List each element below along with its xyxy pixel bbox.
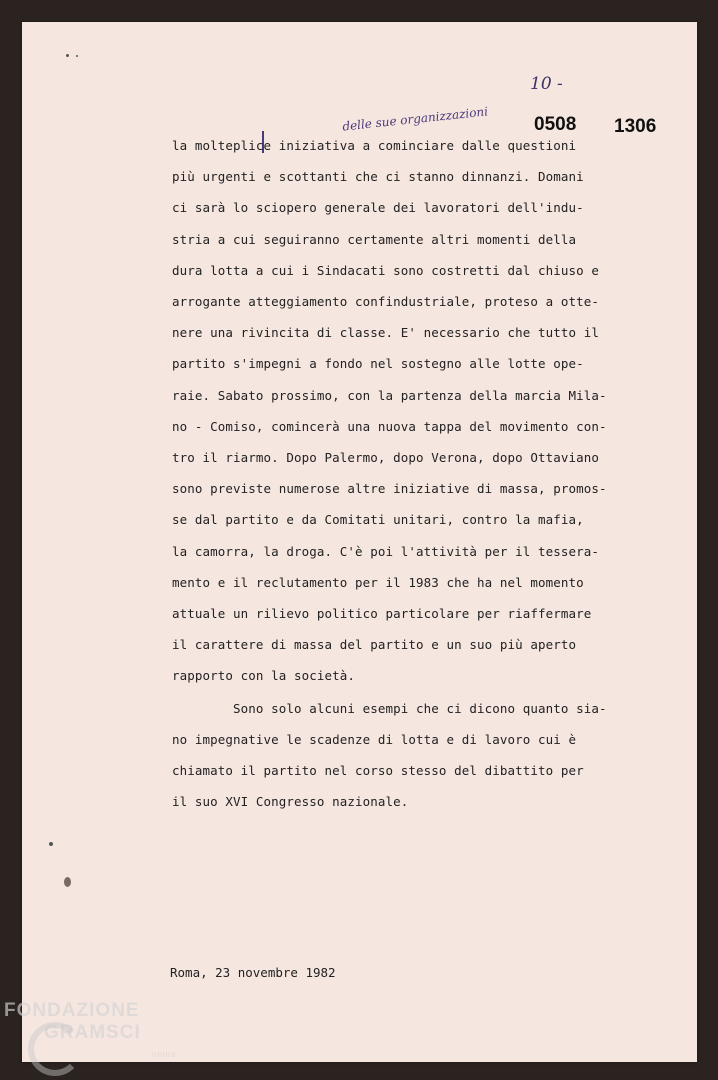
handwritten-insert: delle sue organizzazioni bbox=[341, 104, 489, 134]
body-line: chiamato il partito nel corso stesso del dibattito per bbox=[172, 763, 584, 778]
body-line: la camorra, la droga. C'è poi l'attività per il tessera- bbox=[172, 543, 600, 559]
watermark-line3: onlus bbox=[152, 1050, 177, 1059]
body-line: il suo XVI Congresso nazionale. bbox=[172, 794, 409, 810]
body-line: nere una rivincita di classe. E' necessario che tutto il bbox=[172, 325, 600, 341]
body-line: la molteplice iniziativa a cominciare dalle questioni bbox=[172, 138, 577, 153]
body-line: dura lotta a cui i Sindacati sono costretti dal chiuso e bbox=[172, 262, 600, 278]
body-line: no impegnative le scadenze di lotta e di lavoro cui è bbox=[172, 731, 577, 747]
ink-dot bbox=[76, 55, 78, 57]
body-line: ci sarà lo sciopero generale dei lavoratori dell'indu- bbox=[172, 200, 584, 216]
body-line: mento e il reclutamento per il 1983 che ha nel momento bbox=[172, 574, 584, 590]
body-line: Sono solo alcuni esempi che ci dicono quanto sia- bbox=[172, 700, 607, 716]
body-line: rapporto con la società. bbox=[172, 668, 356, 684]
archive-stamp-right: 1306 bbox=[614, 116, 657, 137]
watermark-line2: GRAMSCI bbox=[44, 1022, 141, 1043]
body-line: attuale un rilievo politico particolare per riaffermare bbox=[172, 606, 592, 621]
archive-stamp-left: 0508 bbox=[534, 114, 577, 135]
body-line: se dal partito e da Comitati unitari, contro la mafia, bbox=[172, 512, 584, 528]
body-line: stria a cui seguiranno certamente altri momenti della bbox=[172, 231, 577, 247]
ink-dot bbox=[49, 842, 53, 846]
ink-dot bbox=[66, 54, 69, 57]
body-line: arrogante atteggiamento confindustriale, proteso a otte- bbox=[172, 294, 600, 309]
watermark-line1: FONDAZIONE bbox=[4, 1000, 140, 1021]
ink-dot bbox=[64, 877, 71, 887]
body-line: no - Comiso, comincerà una nuova tappa del movimento con- bbox=[172, 418, 607, 434]
body-line: sono previste numerose altre iniziative di massa, promos- bbox=[172, 481, 607, 497]
watermark-logo-icon bbox=[28, 1022, 82, 1076]
document-page bbox=[22, 22, 697, 1062]
body-line: partito s'impegni a fondo nel sostegno alle lotte ope- bbox=[172, 356, 584, 372]
body-line: raie. Sabato prossimo, con la partenza della marcia Mila- bbox=[172, 387, 607, 403]
date-place-line: Roma, 23 novembre 1982 bbox=[170, 965, 336, 980]
body-line: più urgenti e scottanti che ci stanno dinnanzi. Domani bbox=[172, 169, 584, 185]
body-line: tro il riarmo. Dopo Palermo, dopo Verona, dopo Ottaviano bbox=[172, 450, 600, 465]
page-number: 10 - bbox=[530, 74, 563, 94]
body-line: il carattere di massa del partito e un suo più aperto bbox=[172, 637, 577, 653]
